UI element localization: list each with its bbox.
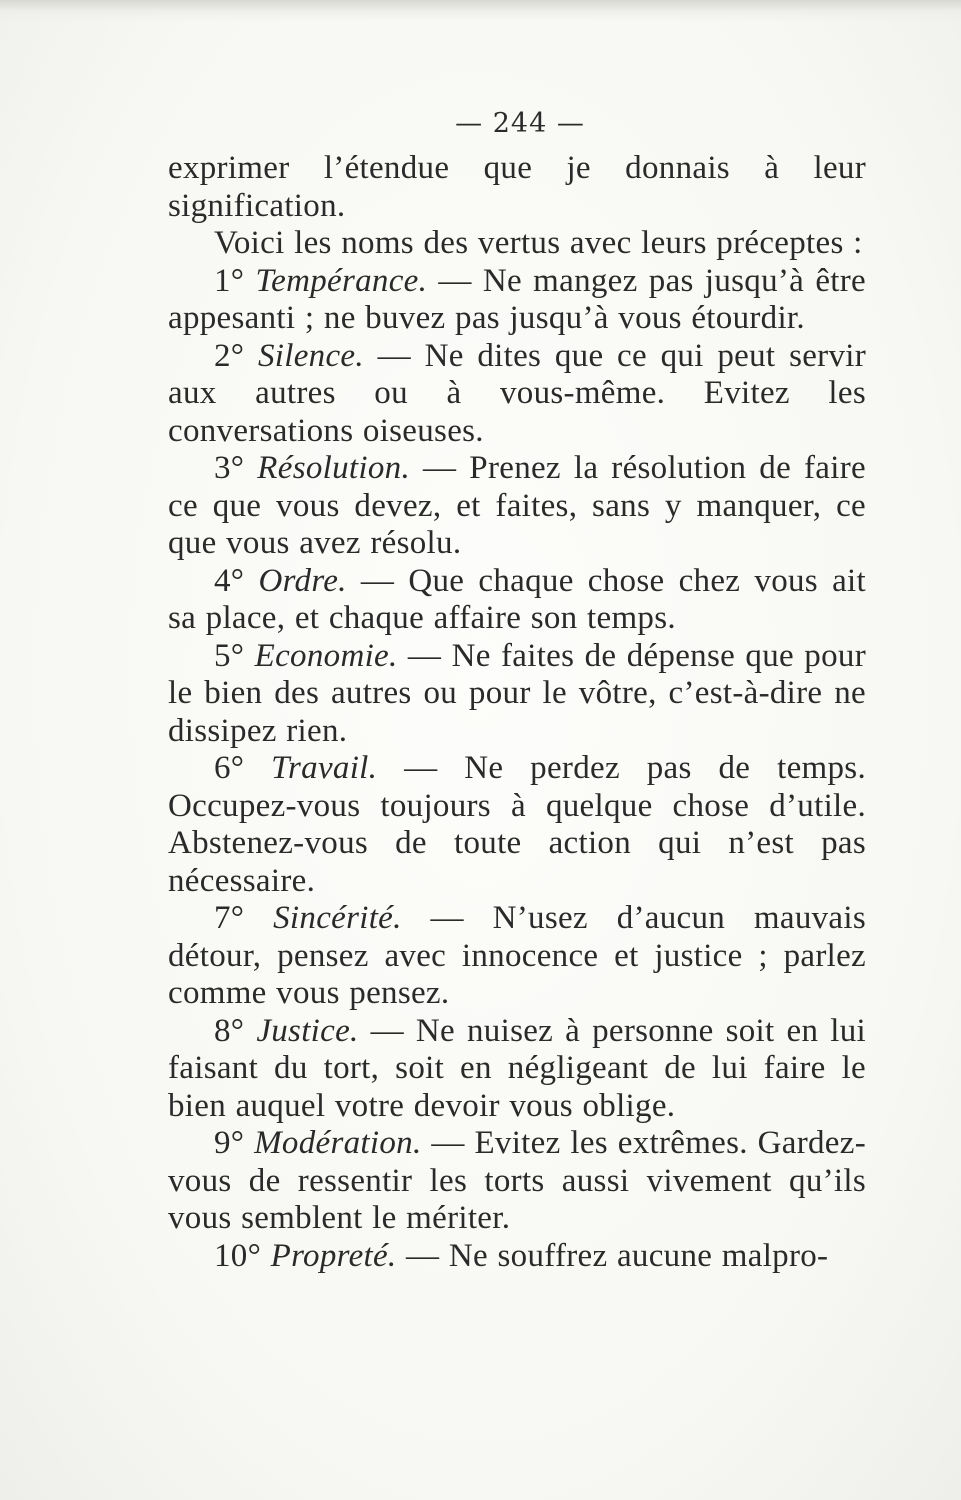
virtue-name: Travail. <box>271 750 378 786</box>
virtue-name: Tempérance. <box>255 262 428 299</box>
virtue-name: Propreté. <box>270 1237 397 1274</box>
virtue-number: 6° <box>214 750 245 786</box>
body-text <box>168 150 866 1275</box>
page-edge-shadow <box>0 0 961 22</box>
intro-paragraph: Voici les noms des vertus avec leurs préceptes : <box>214 225 863 261</box>
virtue-number: 7° <box>214 900 245 936</box>
virtue-name: Sincérité. <box>273 900 402 936</box>
virtue-number: 5° <box>214 637 245 674</box>
virtue-name: Ordre. <box>258 562 347 599</box>
virtue-name: Economie. <box>254 637 398 674</box>
virtue-precept: — Prenez la résolution de faire ce que vous devez, et faites, sans y manquer, ce que vous avez résolu. <box>168 450 866 561</box>
virtue-number: 2° <box>214 337 245 374</box>
virtue-item-ordre <box>168 563 866 638</box>
virtue-item-economie <box>168 638 866 751</box>
virtue-item-travail <box>168 750 866 900</box>
virtue-item-silence <box>168 338 866 451</box>
virtue-name: Résolution. <box>257 450 410 486</box>
virtue-number: 1° <box>214 262 245 299</box>
virtue-name: Justice. <box>256 1012 359 1049</box>
virtue-item-moderation <box>168 1125 866 1238</box>
virtue-precept: — Ne dites que ce qui peut servir aux autres ou à vous-même. Evitez les conversations oiseuses. <box>168 337 866 449</box>
virtue-item-sincerite <box>168 900 866 1013</box>
virtue-number: 4° <box>214 562 245 599</box>
continuation-paragraph: exprimer l’étendue que je donnais à leur signification. <box>168 150 866 224</box>
virtue-item-justice <box>168 1013 866 1126</box>
virtue-number: 8° <box>214 1012 245 1049</box>
virtue-precept: — Ne souffrez aucune malpro- <box>406 1237 829 1274</box>
virtue-precept: — Ne perdez pas de temps. Occupez-vous toujours à quelque chose d’utile. Abstenez-vous de toute action qui n’est pas nécessaire. <box>168 750 866 899</box>
virtue-number: 9° <box>214 1125 245 1161</box>
page-number: — 244 — <box>455 108 585 139</box>
virtue-precept: — Evitez les extrêmes. Gardez-vous de ressentir les torts aussi vivement qu’ils vous semblent le mériter. <box>168 1125 866 1236</box>
virtue-item-proprete <box>168 1238 866 1276</box>
virtue-precept: — Ne mangez pas jusqu’à être appesanti ; ne buvez pas jusqu’à vous étourdir. <box>168 262 866 336</box>
virtue-number: 10° <box>214 1237 262 1274</box>
virtue-item-temperance <box>168 263 866 338</box>
virtue-number: 3° <box>214 450 245 486</box>
virtue-precept: — Ne nuisez à personne soit en lui faisant du tort, soit en négligeant de lui faire le bien auquel votre devoir vous oblige. <box>168 1012 866 1124</box>
virtue-item-resolution <box>168 450 866 563</box>
virtue-name: Modération. <box>254 1125 422 1161</box>
virtue-precept: — N’usez d’aucun mauvais détour, pensez avec innocence et justice ; parlez comme vous pensez. <box>168 900 866 1011</box>
virtue-precept: — Que chaque chose chez vous ait sa place, et chaque affaire son temps. <box>168 562 866 636</box>
virtue-precept: — Ne faites de dépense que pour le bien des autres ou pour le vôtre, c’est-à-dire ne dissipez rien. <box>168 637 866 749</box>
virtue-name: Silence. <box>257 337 364 374</box>
